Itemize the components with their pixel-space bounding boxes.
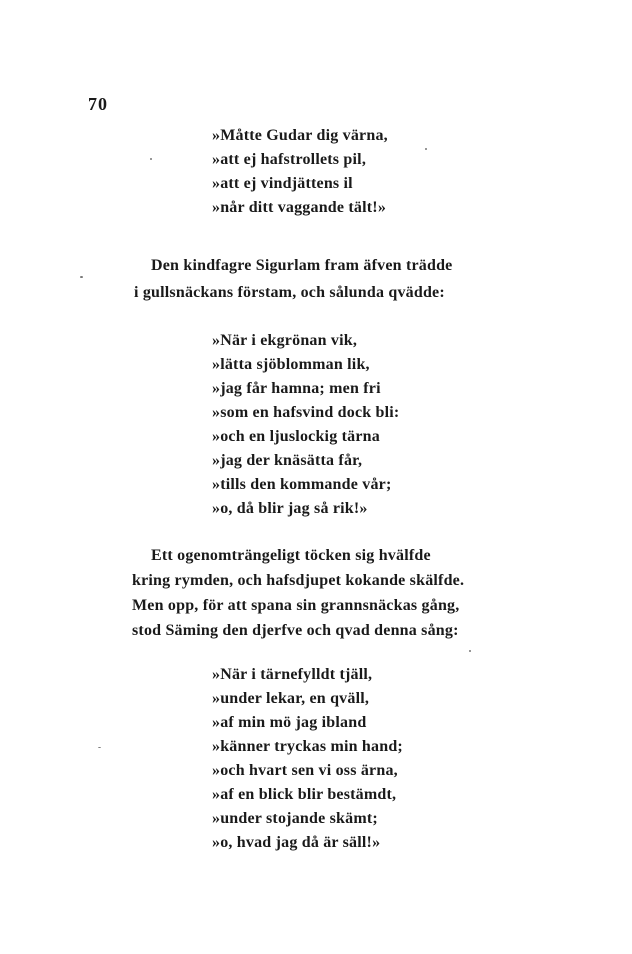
song-stanza-3: [212, 663, 403, 855]
verse-line: »När i ekgrönan vik,: [212, 332, 358, 349]
paper-speck: [98, 747, 101, 748]
paper-speck: [150, 158, 152, 160]
narration-stanza-2: [132, 543, 464, 643]
song-stanza-1: [212, 124, 388, 220]
verse-line: i gullsnäckans förstam, och sålunda qvädde:: [134, 284, 445, 301]
verse-line: »af min mö jag ibland: [212, 714, 367, 731]
paper-speck: [425, 148, 427, 150]
verse-line: »af en blick blir bestämdt,: [212, 786, 397, 803]
verse-line: »Måtte Gudar dig värna,: [212, 127, 388, 144]
paper-speck: [469, 650, 471, 652]
verse-line: »jag der knäsätta får,: [212, 452, 363, 469]
verse-line: »att ej hafstrollets pil,: [212, 151, 367, 168]
paper-speck: [80, 276, 83, 278]
verse-line: »att ej vindjättens il: [212, 175, 353, 192]
verse-line: »som en hafsvind dock bli:: [212, 404, 400, 421]
verse-line: »lätta sjöblomman lik,: [212, 356, 370, 373]
verse-line: »känner tryckas min hand;: [212, 738, 403, 755]
verse-line: kring rymden, och hafsdjupet kokande skälfde.: [132, 572, 465, 589]
verse-line: »och en ljuslockig tärna: [212, 428, 380, 445]
verse-line: »jag får hamna; men fri: [212, 380, 381, 397]
verse-line: stod Säming den djerfve och qvad denna sång:: [132, 622, 459, 639]
verse-line: »och hvart sen vi oss ärna,: [212, 762, 398, 779]
verse-line: »når ditt vaggande tält!»: [212, 199, 387, 216]
page-number: 70: [88, 94, 108, 114]
song-stanza-2: [212, 329, 399, 521]
verse-line: Ett ogenomträngeligt töcken sig hvälfde: [151, 547, 431, 564]
verse-line: Men opp, för att spana sin grannsnäckas gång,: [132, 597, 460, 614]
verse-line: »När i tärnefylldt tjäll,: [212, 666, 373, 683]
verse-line: »o, då blir jag så rik!»: [212, 500, 368, 517]
verse-line: Den kindfagre Sigurlam fram äfven trädde: [151, 257, 453, 274]
verse-line: »under stojande skämt;: [212, 810, 378, 827]
verse-line: »under lekar, en qväll,: [212, 690, 370, 707]
verse-line: »o, hvad jag då är säll!»: [212, 834, 381, 851]
verse-line: »tills den kommande vår;: [212, 476, 392, 493]
narration-stanza-1: [134, 252, 452, 306]
